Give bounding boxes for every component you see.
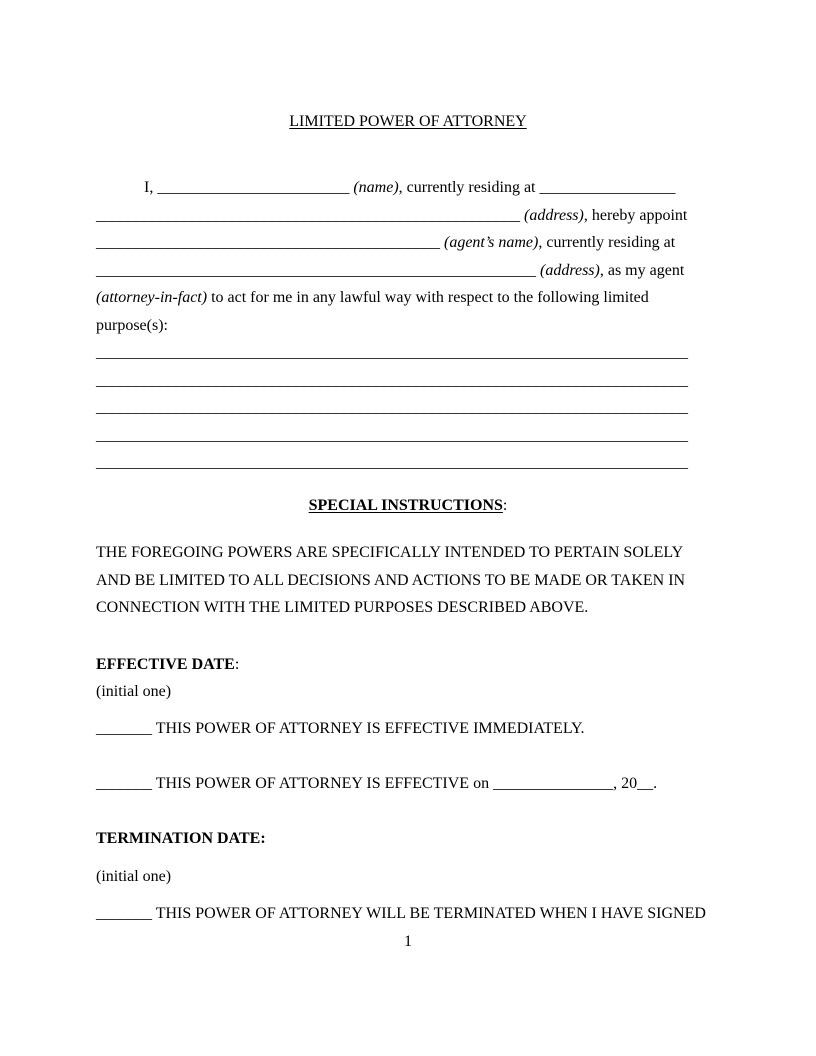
principal-name-blank[interactable]: ________________________ xyxy=(157,179,354,196)
effective-on-date-text: THIS POWER OF ATTORNEY IS EFFECTIVE on xyxy=(152,775,494,792)
intro-line-1 xyxy=(96,174,720,202)
document-title-text: LIMITED POWER OF ATTORNEY xyxy=(289,113,527,130)
intro-paragraph xyxy=(96,174,720,477)
document-title xyxy=(96,112,720,132)
name-label: (name) xyxy=(353,179,399,196)
special-instructions-line-1: THE FOREGOING POWERS ARE SPECIFICALLY INTENDED TO PERTAIN SOLELY xyxy=(96,544,684,561)
effective-date-separator: , 20 xyxy=(613,775,638,792)
intro-line-3 xyxy=(96,229,720,257)
special-instructions-paragraph xyxy=(96,539,720,622)
intro-line-5-post: to act for me in any lawful way with respect to the following limited xyxy=(207,289,649,306)
intro-line-6 xyxy=(96,312,720,340)
intro-line-1-pre: I, xyxy=(144,179,158,196)
effective-on-date-initial-blank[interactable]: _______ xyxy=(96,775,152,792)
address-label: (address) xyxy=(524,206,584,224)
purpose-fill-line-4[interactable]: __________________________________________________________________________ xyxy=(96,426,688,444)
effective-date-period: . xyxy=(653,775,658,792)
effective-date-heading-colon: : xyxy=(234,656,240,673)
effective-initial-instruction: (initial one) xyxy=(96,683,172,700)
purpose-fill-line-3[interactable]: __________________________________________________________________________ xyxy=(96,399,688,416)
attorney-in-fact-label: (attorney-in-fact) xyxy=(96,289,208,306)
termination-initial-blank[interactable]: _______ xyxy=(96,905,152,922)
purpose-fill-line-5[interactable]: __________________________________________________________________________ xyxy=(96,454,688,471)
effective-date-blank[interactable]: _______________ xyxy=(493,775,614,792)
purpose-fill-line-1[interactable]: __________________________________________________________________________ xyxy=(96,344,688,361)
intro-line-5 xyxy=(96,284,720,312)
special-instructions-line-2: AND BE LIMITED TO ALL DECISIONS AND ACTIONS TO BE MADE OR TAKEN IN xyxy=(96,571,686,589)
agent-name-label: (agent’s name) xyxy=(444,234,539,251)
special-instructions-line-3: CONNECTION WITH THE LIMITED PURPOSES DESCRIBED ABOVE. xyxy=(96,599,589,616)
agent-address-blank[interactable]: _______________________________________________________ xyxy=(96,261,540,279)
special-instructions-heading-text: SPECIAL INSTRUCTIONS xyxy=(308,497,503,514)
purpose-lead-in: purpose(s): xyxy=(96,316,168,334)
special-instructions-heading-colon: : xyxy=(502,497,508,514)
intro-line-1-mid: , currently residing at xyxy=(398,179,540,196)
intro-line-4-post: , as my agent xyxy=(599,261,685,279)
effective-year-blank[interactable]: __ xyxy=(637,775,654,792)
termination-option xyxy=(96,904,720,924)
agent-address-label: (address) xyxy=(540,261,600,279)
page-number: 1 xyxy=(404,933,412,950)
intro-line-2 xyxy=(96,202,720,230)
termination-date-heading xyxy=(96,829,720,849)
effective-immediately-option xyxy=(96,719,720,739)
effective-immediately-initial-blank[interactable]: _______ xyxy=(96,720,152,737)
intro-line-4 xyxy=(96,257,720,285)
purpose-fill-line-2[interactable]: __________________________________________________________________________ xyxy=(96,371,688,389)
effective-date-heading-text: EFFECTIVE DATE xyxy=(96,656,235,673)
intro-line-2-post: , hereby appoint xyxy=(583,206,688,224)
termination-option-text: THIS POWER OF ATTORNEY WILL BE TERMINATED WHEN I HAVE SIGNED xyxy=(152,905,706,922)
agent-name-blank[interactable]: ___________________________________________ xyxy=(96,234,444,251)
effective-date-heading xyxy=(96,655,720,675)
special-instructions-heading xyxy=(96,496,720,516)
termination-initial-instruction: (initial one) xyxy=(96,868,172,885)
intro-line-3-post: , currently residing at xyxy=(538,234,676,251)
termination-date-heading-text: TERMINATION DATE: xyxy=(96,830,266,847)
principal-address-blank-start[interactable]: _________________ xyxy=(539,179,676,196)
effective-on-date-option xyxy=(96,774,720,794)
effective-immediately-text: THIS POWER OF ATTORNEY IS EFFECTIVE IMMEDIATELY. xyxy=(152,720,585,737)
principal-address-blank[interactable]: _____________________________________________________ xyxy=(96,206,524,224)
